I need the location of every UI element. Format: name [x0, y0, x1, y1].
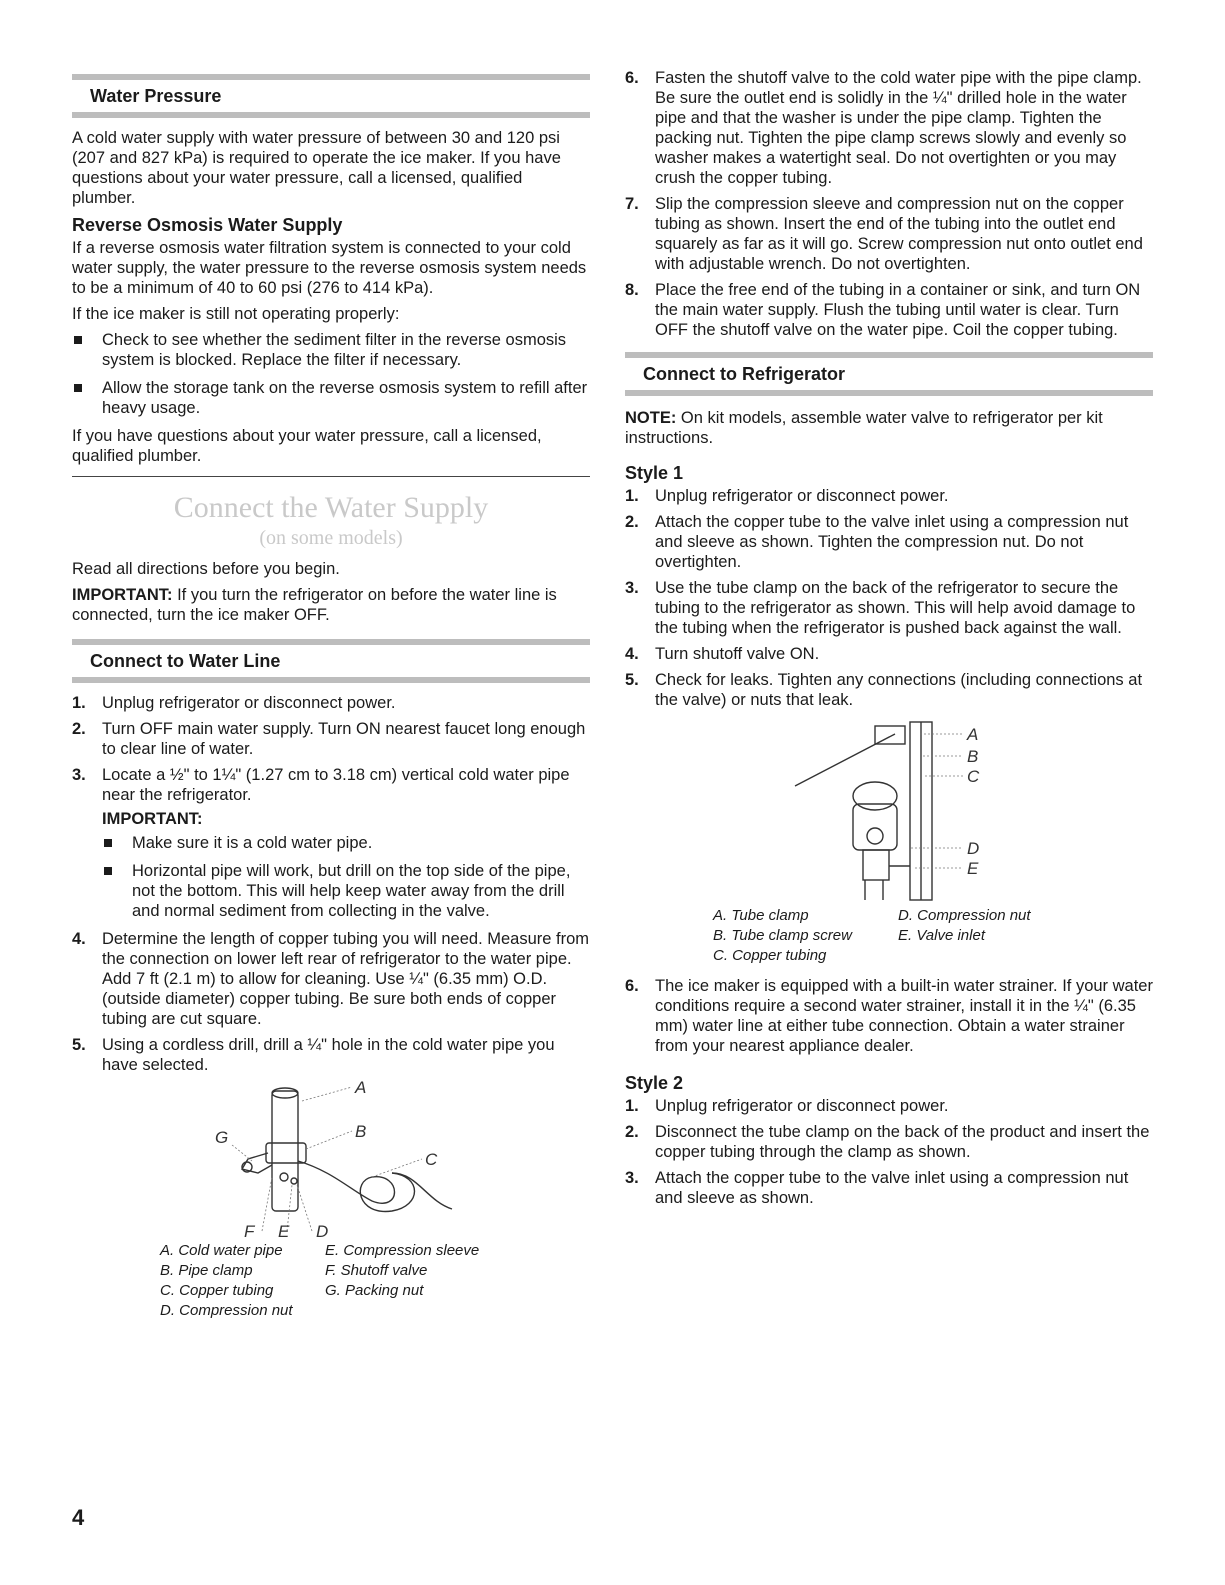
legend-item: F. Shutoff valve — [325, 1262, 428, 1279]
legend-item: E. Valve inlet — [898, 927, 985, 944]
legend-item: A. Tube clamp — [713, 907, 809, 924]
connect-supply-title: Connect the Water Supply — [173, 491, 489, 524]
step-item: 1. Unplug refrigerator or disconnect power. — [625, 1097, 949, 1115]
style1-step6 — [625, 976, 1153, 1056]
legend-item: A. Cold water pipe — [160, 1242, 283, 1259]
figure2-legend — [625, 906, 1153, 966]
list-item: Check to see whether the sediment filter in the reverse osmosis system is blocked. Replace the filter if necessary. — [72, 330, 590, 370]
figure-label-a: A — [967, 725, 979, 744]
step-item: 8. Place the free end of the tubing in a container or sink, and turn ON the main water supply. Flush the tubing until water is clear. Turn OFF the shutoff valve on the water pipe. Coil the copper tubing. — [625, 281, 1141, 339]
legend-item: B. Pipe clamp — [160, 1262, 253, 1279]
refrigerator-connection-figure — [625, 716, 1153, 966]
divider — [72, 476, 590, 477]
step-item: 7. Slip the compression sleeve and compression nut on the copper tubing as shown. Insert the end of the tubing into the outlet end squarely as far as it will go. Screw compression nut onto outlet end with adjustable wrench. Do not overtighten. — [625, 195, 1143, 273]
read-directions-text: Read all directions before you begin. — [72, 560, 340, 578]
step-item: 1. Unplug refrigerator or disconnect power. — [625, 487, 949, 505]
figure-label-b: B — [967, 747, 979, 766]
figure-label-d: D — [316, 1222, 329, 1241]
figure1-legend — [72, 1241, 590, 1321]
step-item: 6. Fasten the shutoff valve to the cold water pipe with the pipe clamp. Be sure the outlet end is solidly in the ¼" drilled hole in the water pipe and that the washer is under the pipe clamp. Tighten the packing nut. Tighten the pipe clamp screws slowly and evenly so washer makes a watertight seal. Do not overtighten or you may crush the copper tubing. — [625, 69, 1142, 187]
water-line-heading: Connect to Water Line — [72, 639, 590, 683]
valve-body-shape — [853, 804, 897, 850]
shutoff-valve-diagram — [72, 1081, 590, 1241]
valve-inlet-diagram — [625, 716, 1153, 906]
important-label: IMPORTANT: — [102, 810, 203, 828]
step-item: 3. Use the tube clamp on the back of the refrigerator to secure the tubing to the refrigerator as shown. This will help avoid damage to the tubing when the refrigerator is pushed back against the wall. — [625, 579, 1136, 637]
connect-supply-subtitle: (on some models) — [259, 527, 403, 549]
figure-label-b: B — [355, 1122, 367, 1141]
style2-heading: Style 2 — [625, 1073, 684, 1093]
step-item: 6. The ice maker is equipped with a built-in water strainer. If your water conditions require a second water strainer, install it in the ¼" (6.35 mm) water line at either tube connection. Obtain a water strainer from your nearest appliance dealer. — [625, 977, 1153, 1055]
step-item: 2. Disconnect the tube clamp on the back of the product and insert the copper tubing through the clamp as shown. — [625, 1123, 1150, 1161]
cold-water-pipe-shape — [272, 1091, 298, 1211]
step-item: 5. Check for leaks. Tighten any connections (including connections at the valve) or nuts that leak. — [625, 671, 1143, 709]
step-item: 4. Determine the length of copper tubing you will need. Measure from the connection on lower left rear of refrigerator to the water pipe. Add 7 ft (2.1 m) to allow for cleaning. Use ¼" (6.35 mm) O.D. (outside diameter) copper tubing. Be sure both ends of copper tubing are cut square. — [72, 930, 590, 1028]
important-bullets — [102, 833, 590, 921]
figure-label-c: C — [425, 1150, 438, 1169]
left-column — [72, 0, 590, 1321]
water-line-steps-continued — [625, 68, 1153, 340]
style2-steps — [625, 1096, 1153, 1208]
water-pressure-paragraph: A cold water supply with water pressure of between 30 and 120 psi (207 and 827 kPa) is required to operate the ice maker. If you have questions about your water pressure, call a licensed, qualified plumber. — [72, 129, 561, 207]
legend-item: D. Compression nut — [160, 1302, 293, 1319]
list-item: Horizontal pipe will work, but drill on the top side of the pipe, not the bottom. This will help keep water away from the drill and normal sediment from collecting in the valve. — [102, 861, 590, 921]
reverse-osmosis-paragraph: If a reverse osmosis water filtration system is connected to your cold water supply, the water pressure to the reverse osmosis system needs to be a minimum of 40 to 60 psi (276 to 414 kPa). — [72, 239, 587, 297]
legend-item: D. Compression nut — [898, 907, 1031, 924]
connect-refrigerator-heading: Connect to Refrigerator — [625, 352, 1153, 396]
figure-label-c: C — [967, 767, 980, 786]
step-item: 3. Attach the copper tube to the valve inlet using a compression nut and sleeve as shown. — [625, 1169, 1129, 1207]
step-item: 2. Turn OFF main water supply. Turn ON nearest faucet long enough to clear line of water. — [72, 720, 586, 758]
list-item: Make sure it is a cold water pipe. — [102, 833, 590, 853]
step-item: 3. Locate a ½" to 1¼" (1.27 cm to 3.18 cm) vertical cold water pipe near the refrigerator. IMPORTANT: Make sure it is a cold water pipe. Horizontal pipe will work, but drill on the top side of the pipe, not the bottom. This will help keep water away from the drill and normal sediment from collecting in the valve. — [72, 765, 590, 921]
right-column — [625, 0, 1153, 1214]
important-note: IMPORTANT: If you turn the refrigerator on before the water line is connected, turn the ice maker OFF. — [72, 586, 557, 624]
copper-tubing-shape — [298, 1161, 415, 1211]
figure-label-e: E — [967, 859, 979, 878]
step-item: 4. Turn shutoff valve ON. — [625, 645, 820, 663]
water-line-figure — [72, 1081, 590, 1321]
figure-label-f: F — [244, 1222, 255, 1241]
kit-note: NOTE: On kit models, assemble water valve to refrigerator per kit instructions. — [625, 409, 1103, 447]
legend-item: C. Copper tubing — [160, 1282, 274, 1299]
figure-label-g: G — [215, 1128, 229, 1147]
legend-item: G. Packing nut — [325, 1282, 424, 1299]
legend-item: E. Compression sleeve — [325, 1242, 480, 1259]
step-item: 2. Attach the copper tube to the valve inlet using a compression nut and sleeve as shown. Tighten the compression nut. Do not overtighten. — [625, 513, 1129, 571]
figure-label-d: D — [967, 839, 980, 858]
list-item: Allow the storage tank on the reverse osmosis system to refill after heavy usage. — [72, 378, 590, 418]
figure-label-a: A — [355, 1081, 367, 1097]
still-not-operating-text: If the ice maker is still not operating properly: — [72, 305, 400, 323]
style1-steps — [625, 486, 1153, 710]
reverse-osmosis-heading: Reverse Osmosis Water Supply — [72, 215, 343, 235]
legend-item: B. Tube clamp screw — [713, 927, 852, 944]
water-line-steps — [72, 693, 590, 1075]
reverse-osmosis-bullets — [72, 330, 590, 418]
style1-heading: Style 1 — [625, 463, 684, 483]
legend-item: C. Copper tubing — [713, 947, 827, 964]
page-number: 4 — [72, 1505, 85, 1530]
figure-label-e: E — [278, 1222, 290, 1241]
water-pressure-heading: Water Pressure — [72, 74, 590, 118]
step-item: 1. Unplug refrigerator or disconnect power. — [72, 694, 396, 712]
plumber-paragraph: If you have questions about your water pressure, call a licensed, qualified plumber. — [72, 427, 542, 465]
step-item: 5. Using a cordless drill, drill a ¼" hole in the cold water pipe you have selected. — [72, 1036, 555, 1074]
